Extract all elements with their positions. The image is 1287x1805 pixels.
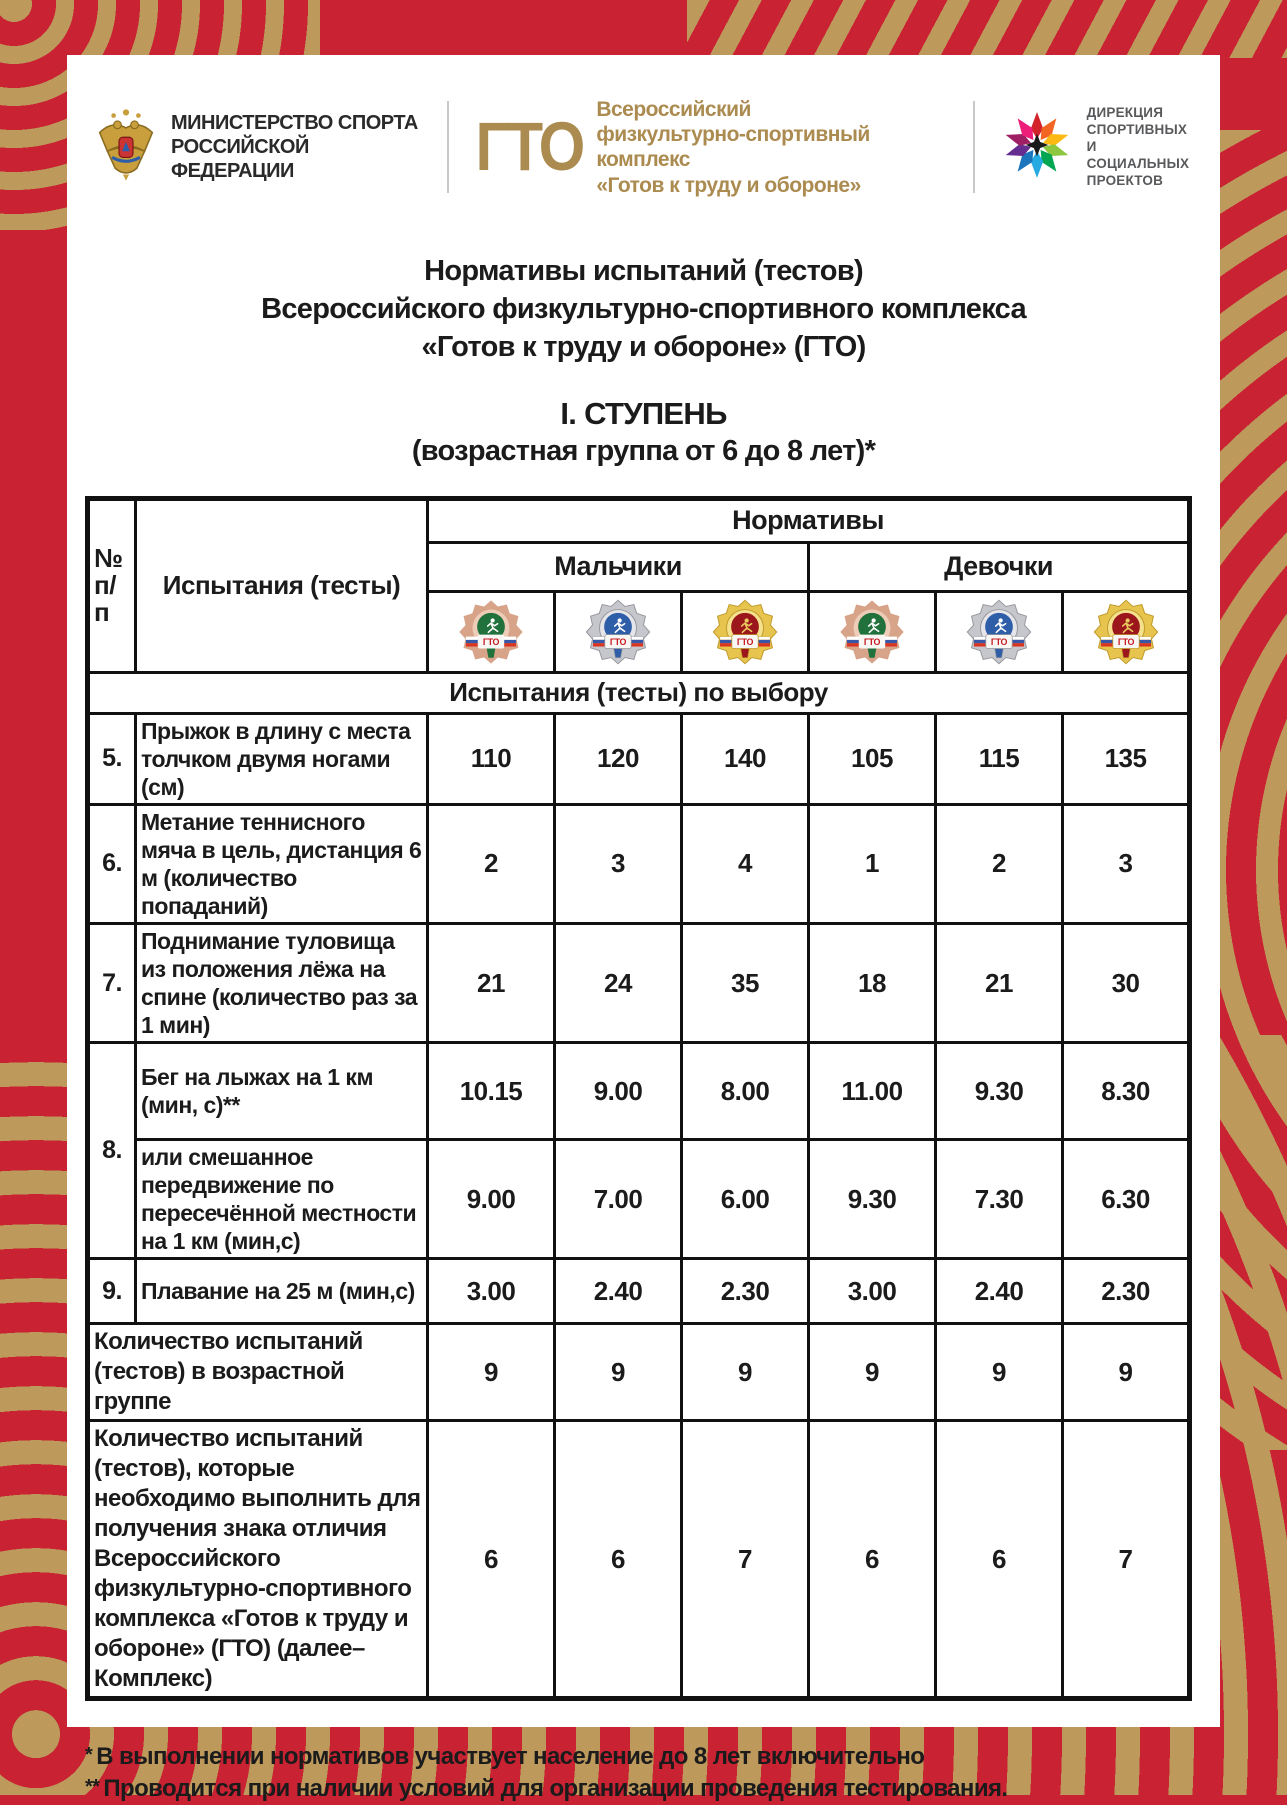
table-row xyxy=(88,1043,1190,1140)
summary-value: 6 xyxy=(428,1421,555,1699)
summary-label: Количество испытаний (тестов) в возрастной группе xyxy=(88,1324,428,1421)
footnote-text: Проводится при наличии условий для организации проведения тестирования. xyxy=(103,1775,1008,1803)
badge-cell xyxy=(682,591,809,672)
russia-coat-of-arms-icon xyxy=(95,105,157,190)
norm-value: 9.30 xyxy=(809,1140,936,1259)
norm-value: 11.00 xyxy=(809,1043,936,1140)
summary-value: 9 xyxy=(936,1324,1063,1421)
footnote-marker: * xyxy=(85,1744,93,1767)
test-label: Бег на лыжах на 1 км (мин, с)** xyxy=(136,1043,428,1140)
gto-logo-block xyxy=(475,97,946,198)
pinwheel-star-icon xyxy=(1001,109,1073,186)
stage-number: I. СТУПЕНЬ xyxy=(560,395,727,431)
summary-row xyxy=(88,1324,1190,1421)
norm-value: 3.00 xyxy=(809,1259,936,1324)
norm-value: 30 xyxy=(1063,924,1190,1043)
norm-value: 21 xyxy=(428,924,555,1043)
gto-badge-gold-icon xyxy=(1068,599,1183,665)
norm-value: 10.15 xyxy=(428,1043,555,1140)
table-row xyxy=(88,1259,1190,1324)
norm-value: 2.40 xyxy=(936,1259,1063,1324)
test-label: Плавание на 25 м (мин,с) xyxy=(136,1259,428,1324)
table-row xyxy=(88,713,1190,804)
table-row xyxy=(88,1140,1190,1259)
ministry-logo-block xyxy=(95,105,421,190)
svg-text:ГТО: ГТО xyxy=(736,636,754,647)
summary-value: 6 xyxy=(936,1421,1063,1699)
norm-value: 120 xyxy=(555,713,682,804)
norm-value: 24 xyxy=(555,924,682,1043)
stage-subtitle xyxy=(67,396,1220,470)
document-title xyxy=(67,252,1220,366)
test-label: или смешанное передвижение по пересечённой местности на 1 км (мин,с) xyxy=(136,1140,428,1259)
summary-value: 6 xyxy=(555,1421,682,1699)
norm-value: 3 xyxy=(555,804,682,923)
ministry-name-line2: РОССИЙСКОЙ ФЕДЕРАЦИИ xyxy=(171,136,309,183)
logo-divider xyxy=(447,101,449,193)
row-number: 8. xyxy=(88,1043,136,1259)
norms-table xyxy=(85,496,1192,1702)
test-label: Метание теннисного мяча в цель, дистанция 6 м (количество попаданий) xyxy=(136,804,428,923)
norm-value: 2 xyxy=(428,804,555,923)
norm-value: 9.00 xyxy=(555,1043,682,1140)
norm-value: 6.30 xyxy=(1063,1140,1190,1259)
badge-cell xyxy=(1063,591,1190,672)
summary-row xyxy=(88,1421,1190,1699)
ministry-name xyxy=(171,111,421,183)
table-row xyxy=(88,804,1190,923)
section-header-optional-tests: Испытания (тесты) по выбору xyxy=(88,672,1190,713)
summary-value: 9 xyxy=(682,1324,809,1421)
num-header-line2: п/п xyxy=(94,570,116,628)
summary-label: Количество испытаний (тестов), которые необходимо выполнить для получения знака отличия Всероссийского физкультурно-спортивного комплекса «Готов к труду и обороне» (ГТО) (далее–Комплекс) xyxy=(88,1421,428,1699)
header-logo-row xyxy=(95,97,1194,198)
direction-line3: И СОЦИАЛЬНЫХ xyxy=(1086,138,1190,171)
row-number: 6. xyxy=(88,804,136,923)
ministry-name-line1: МИНИСТЕРСТВО СПОРТА xyxy=(171,112,418,135)
svg-text:ГТО: ГТО xyxy=(1117,636,1134,647)
summary-value: 6 xyxy=(809,1421,936,1699)
girls-header: Девочки xyxy=(809,542,1190,591)
svg-text:ГТО: ГТО xyxy=(609,636,627,647)
summary-value: 9 xyxy=(428,1324,555,1421)
svg-text:ГТО: ГТО xyxy=(482,636,500,647)
title-line1: Нормативы испытаний (тестов) xyxy=(424,254,863,287)
norm-value: 110 xyxy=(428,713,555,804)
norm-value: 2.30 xyxy=(1063,1259,1190,1324)
direction-line4: ПРОЕКТОВ xyxy=(1086,172,1164,188)
num-column-header xyxy=(88,498,136,672)
logo-divider xyxy=(973,101,975,193)
summary-value: 7 xyxy=(1063,1421,1190,1699)
norm-value: 2.30 xyxy=(682,1259,809,1324)
gto-badge-silver-icon xyxy=(941,599,1057,665)
norm-value: 35 xyxy=(682,924,809,1043)
norm-value: 8.30 xyxy=(1063,1043,1190,1140)
summary-value: 9 xyxy=(1063,1324,1190,1421)
title-line2: Всероссийского физкультурно-спортивного комплекса xyxy=(261,292,1026,325)
row-number: 7. xyxy=(88,924,136,1043)
gto-logo-text xyxy=(596,97,946,198)
direction-line1: ДИРЕКЦИЯ xyxy=(1086,105,1164,121)
badge-cell xyxy=(555,591,682,672)
normatives-header: Нормативы xyxy=(428,498,1190,542)
num-header-line1: № xyxy=(94,542,123,573)
norm-value: 9.30 xyxy=(936,1043,1063,1140)
norm-value: 18 xyxy=(809,924,936,1043)
gto-text-line2: физкультурно-спортивный комплекс xyxy=(596,123,870,172)
direction-line2: СПОРТИВНЫХ xyxy=(1086,122,1188,138)
footnote-marker: ** xyxy=(85,1776,100,1799)
badge-cell xyxy=(936,591,1063,672)
gto-badge-bronze-icon xyxy=(433,599,549,665)
footnote xyxy=(85,1773,1200,1805)
svg-text:ГТО: ГТО xyxy=(863,636,881,647)
title-line3: «Готов к труду и обороне» (ГТО) xyxy=(421,330,866,363)
norm-value: 115 xyxy=(936,713,1063,804)
boys-header: Мальчики xyxy=(428,542,809,591)
badge-cell xyxy=(809,591,936,672)
summary-value: 7 xyxy=(682,1421,809,1699)
norm-value: 7.30 xyxy=(936,1140,1063,1259)
norm-value: 8.00 xyxy=(682,1043,809,1140)
norm-value: 4 xyxy=(682,804,809,923)
footnotes xyxy=(85,1741,1200,1805)
norm-value: 1 xyxy=(809,804,936,923)
row-number: 9. xyxy=(88,1259,136,1324)
footnote-text: В выполнении нормативов участвует население до 8 лет включительно xyxy=(96,1743,925,1771)
norm-value: 7.00 xyxy=(555,1140,682,1259)
norm-value: 140 xyxy=(682,713,809,804)
gto-badge-bronze-icon xyxy=(814,599,930,665)
norm-value: 3.00 xyxy=(428,1259,555,1324)
age-group: (возрастная группа от 6 до 8 лет)* xyxy=(411,434,876,467)
norm-value: 21 xyxy=(936,924,1063,1043)
gto-text-line1: Всероссийский xyxy=(596,98,751,121)
tests-column-header: Испытания (тесты) xyxy=(136,498,428,672)
summary-value: 9 xyxy=(555,1324,682,1421)
summary-value: 9 xyxy=(809,1324,936,1421)
table-row xyxy=(88,924,1190,1043)
norm-value: 2 xyxy=(936,804,1063,923)
gto-badge-silver-icon xyxy=(560,599,676,665)
test-label: Поднимание туловища из положения лёжа на спине (количество раз за 1 мин) xyxy=(136,924,428,1043)
row-number: 5. xyxy=(88,713,136,804)
footnote xyxy=(85,1741,1200,1773)
norm-value: 6.00 xyxy=(682,1140,809,1259)
norm-value: 2.40 xyxy=(555,1259,682,1324)
gto-text-line3: «Готов к труду и обороне» xyxy=(596,173,861,197)
norm-value: 3 xyxy=(1063,804,1190,923)
badge-cell xyxy=(428,591,555,672)
test-label: Прыжок в длину с места толчком двумя ногами (см) xyxy=(136,713,428,804)
norm-value: 9.00 xyxy=(428,1140,555,1259)
gto-badge-gold-icon xyxy=(687,599,803,665)
direction-logo-block xyxy=(1001,105,1194,189)
norm-value: 135 xyxy=(1063,713,1190,804)
content-panel xyxy=(67,55,1220,1803)
direction-name xyxy=(1087,105,1194,189)
svg-text:ГТО: ГТО xyxy=(990,636,1008,647)
gto-logo-mark: ГТО xyxy=(475,108,583,186)
norm-value: 105 xyxy=(809,713,936,804)
